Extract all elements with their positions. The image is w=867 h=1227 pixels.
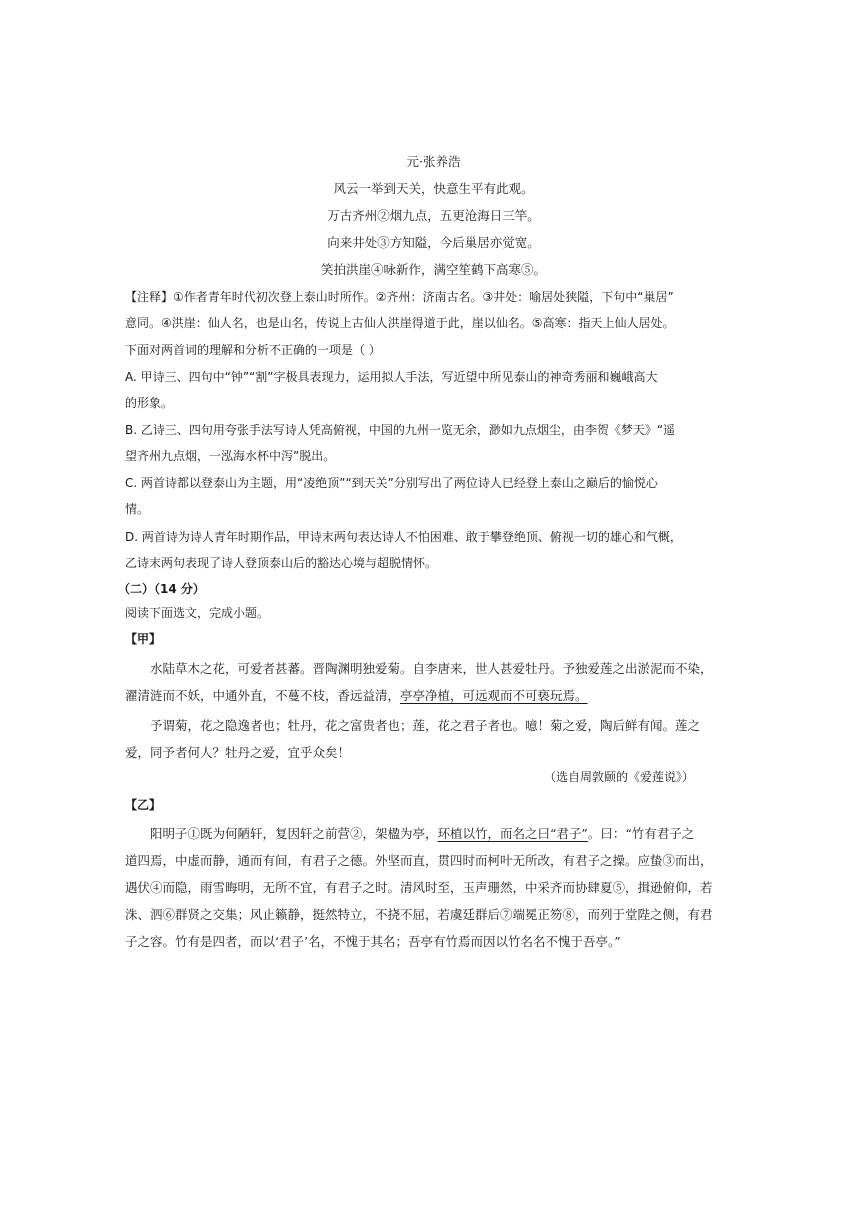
question-stem: 下面对两首词的理解和分析不正确的一项是（ ）	[125, 343, 381, 357]
yi-line1	[150, 824, 715, 842]
jia-source: （选自周敦颐的《爱莲说》）	[543, 770, 694, 784]
yi-underlined-sentence: 环植以竹，而名之曰“君子”	[437, 826, 588, 841]
yi-line5: 子之容。竹有是四者，而以‘君子’名，不愧于其名；吾亭有竹焉而因以竹名名不愧于吾亭。”	[125, 934, 621, 949]
option-a-line-2: 的形象。	[125, 396, 174, 410]
yi-line3: 遇伏④而隐，雨雪晦明，无所不宜，有君子之时。清风时至，玉声珊然，中采齐而协肆夏⑤，揖逊俯仰，若	[125, 880, 713, 895]
jia-label: 【甲】	[125, 632, 162, 646]
option-d-line-1: D. 两首诗为诗人青年时期作品，甲诗末两句表达诗人不怕困难、敢于攀登绝顶、俯视一切的雄心和气概，	[125, 530, 682, 544]
section-instruction: 阅读下面选文，完成小题。	[125, 606, 270, 620]
jia-para1-line2	[125, 686, 690, 704]
option-b-line-1: B. 乙诗三、四句用夸张手法写诗人凭高俯视，中国的九州一览无余，渺如九点烟尘，由李贺《梦天》“遥	[125, 423, 676, 437]
option-a-line-1: A. 甲诗三、四句中“钟”“割”字极具表现力，运用拟人手法，写近望中所见泰山的神奇秀丽和巍峨高大	[125, 370, 658, 384]
poem-line-4: 笑拍洪崖④咏新作，满空笙鹤下高寒⑤。	[320, 262, 546, 277]
option-c-line-1: C. 两首诗都以登泰山为主题，用“凌绝顶”“到天关”分别写出了两位诗人已经登上泰山之巅后的愉悦心	[125, 476, 658, 490]
poem-line-2: 万古齐州②烟九点，五更沧海日三竿。	[327, 208, 540, 223]
yi-line2: 道四焉，中虚而静，通而有间，有君子之德。外坚而直，贯四时而柯叶无所改，有君子之操。应蛰③而出，	[125, 853, 713, 868]
notes-line-1: 【注释】①作者青年时代初次登上泰山时所作。②齐州：济南古名。③井处：喻居处狭隘，下句中“巢居”	[125, 290, 674, 304]
jia-underlined-sentence: 亭亭净植，可远观而不可亵玩焉。	[400, 688, 588, 703]
poem-line-3: 向来井处③方知隘，今后巢居亦觉宽。	[327, 235, 540, 250]
yi-label: 【乙】	[125, 798, 162, 812]
jia-para2-line1: 予谓菊，花之隐逸者也；牡丹，花之富贵者也；莲，花之君子者也。噫！菊之爱，陶后鲜有闻。莲之	[150, 718, 701, 733]
jia-para1-line2-plain: 濯清涟而不妖，中通外直，不蔓不枝，香远益清，	[125, 688, 401, 703]
option-c-line-2: 情。	[125, 502, 150, 516]
yi-line1-b: 。曰：“竹有君子之	[587, 826, 695, 841]
poem-line-1: 风云一举到天关，快意生平有此观。	[333, 181, 534, 196]
jia-para1-line1: 水陆草木之花，可爱者甚蕃。晋陶渊明独爱菊。自李唐来，世人甚爱牡丹。予独爱莲之出淤泥而不染，	[150, 661, 713, 676]
jia-para2-line2: 爱，同予者何人？牡丹之爱，宜乎众矣！	[125, 745, 351, 760]
notes-line-2: 意同。④洪崖：仙人名，也是山名，传说上古仙人洪崖得道于此，崖以仙名。⑤高寒：指天上仙人居处。	[125, 316, 675, 330]
option-b-line-2: 望齐州九点烟，一泓海水杯中泻”脱出。	[125, 449, 336, 463]
section-heading: （二）（14 分）	[118, 582, 205, 596]
yi-line4: 洙、泗⑥群贤之交集；风止籁静，挺然特立，不挠不屈，若虞廷群后⑦端冕正笏⑧，而列于堂陛之侧，有君	[125, 907, 713, 922]
yi-line1-a: 阳明子①既为何陋轩，复因轩之前营②，架楹为亭，	[150, 826, 438, 841]
poem-author: 元·张养浩	[406, 154, 461, 169]
option-d-line-2: 乙诗末两句表现了诗人登顶泰山后的豁达心境与超脱情怀。	[125, 556, 438, 570]
